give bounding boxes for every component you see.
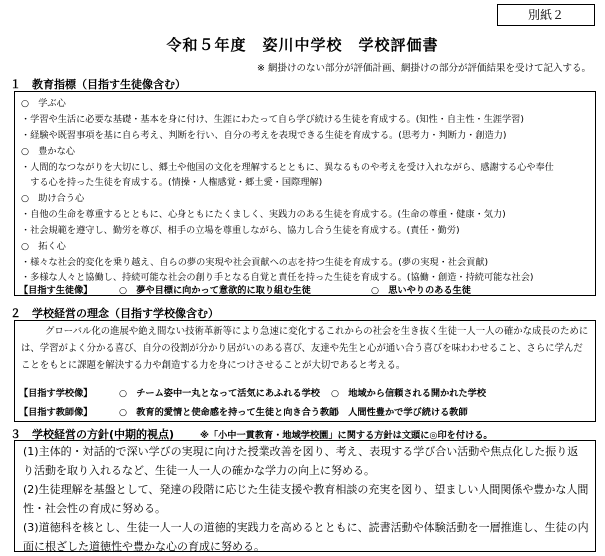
philosophy-text: グローバル化の進展や絶え間ない技術革新等により急速に変化するこれからの社会を生き抜く生徒一人一人の確かな成長のためには、学習がよく分かる喜び、自分の役割が分かり居がいのある喜び、友達や先生と心が通い合う喜びを味わわせること、さらに学んだことをもとに課題を解決する力や創造する力を身につけさせることが大切であると考える。 [21,326,589,371]
s1-line: ・様々な社会的変化を乗り越え、自らの夢の実現や社会貢献への志を持つ生徒を育成する。(夢の実現・社会貢献) [21,257,489,268]
policy-item-2: (2)生徒理解を基盤として、発達の段階に応じた生徒支援や教育相談の充実を図り、望ましい人間関係や豊かな人間性・社会性の育成に努める。 [23,483,589,515]
student-goal-2: ○ 思いやりのある生徒 [371,285,471,296]
policy-item-1: (1)主体的・対話的で深い学びの実現に向けた授業改善を図り、考え、表現する学び合い活動や焦点化した振り返り活動を取り入れるなど、生徒一人一人の確かな学力の向上に努める。 [23,445,579,477]
school-goal-label: 【目指す学校像】 [19,388,93,399]
s1-line: ○ 豊かな心 [21,146,75,157]
attachment-number-tag: 別紙２ [497,4,595,26]
s1-line: ・学習や生活に必要な基礎・基本を身に付け、生涯にわたって自ら学び続ける生徒を育成する。(知性・自主性・生涯学習) [21,114,524,125]
teacher-goal-1: ○ 教育的愛情と使命感を持って生徒と向き合う教師 [119,407,339,418]
school-goal-1: ○ チーム姿中一丸となって活気にあふれる学校 [119,388,320,399]
page-title: 令和５年度 姿川中学校 学校評価書 [166,36,439,54]
s1-line: ・人間的なつながりを大切にし、郷土や他国の文化を理解するとともに、異なるものや考えを受け入れながら、感謝する心や奉仕 [21,162,554,173]
section2-heading: ２ 学校経営の理念（目指す学校像含む） [10,307,219,320]
student-goal-1: ○ 夢や目標に向かって意欲的に取り組む生徒 [119,285,311,296]
s1-line: ○ 拓く心 [21,241,66,252]
section3-box [14,440,596,552]
teacher-goal-2: ○ 人間性豊かで学び続ける教師 [331,407,468,418]
section3-heading-note: ※「小中一貫教育・地域学校園」に関する方針は文頭に◎印を付ける。 [200,430,493,441]
section2-box [14,320,596,422]
section1-heading: １ 教育指標（目指す生徒像含む） [10,78,186,91]
policy-item-3: (3)道徳科を核とし、生徒一人一人の道徳的実践力を高めるとともに、読書活動や体験活動を一層推進し、生徒の内面に根ざした道徳性や豊かな心の育成に努める。 [23,521,589,553]
school-goal-2: ○ 地域から信頼される開かれた学校 [331,388,487,399]
section3-heading: ３ 学校経営の方針(中期的視点) [10,428,175,441]
s1-line: ・社会規範を遵守し、勤労を尊び、相手の立場を尊重しながら、協力し合う生徒を育成する。(責任・勤労) [21,225,460,236]
s1-line: する心を持った生徒を育成する。(情操・人権感覚・郷土愛・国際理解) [21,177,323,188]
philosophy-paragraph [21,323,589,374]
s1-line: ・自他の生命を尊重するとともに、心身ともにたくましく、実践力のある生徒を育成する。(生命の尊重・健康・気力) [21,209,506,220]
s1-line: ○ 助け合う心 [21,193,85,204]
shading-note: ※ 網掛けのない部分が評価計画、網掛けの部分が評価結果を受けて記入する。 [257,63,591,74]
student-goal-label: 【目指す生徒像】 [19,285,93,296]
teacher-goal-label: 【目指す教師像】 [19,407,93,418]
s1-line: ・経験や既習事項を基に自ら考え、判断を行い、自分の考えを表現できる生徒を育成する。(思考力・判断力・創造力) [21,130,507,141]
section1-box [14,91,596,296]
s1-line: ○ 学ぶ心 [21,98,66,109]
s1-line: ・多様な人々と協働し、持続可能な社会の創り手となる自覚と責任を持った生徒を育成する。(協働・創造・持続可能な社会) [21,272,534,283]
